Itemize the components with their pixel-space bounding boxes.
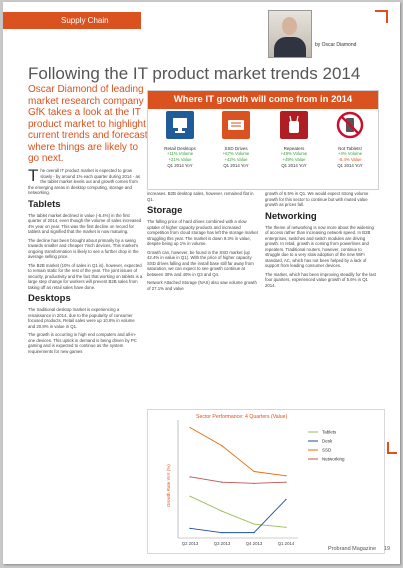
magazine-name: Probrand Magazine (328, 546, 377, 552)
data-point-tablets (285, 527, 286, 528)
x-tick-label: Q3 2013 (213, 541, 231, 546)
legend-entry: Tablets (322, 429, 337, 435)
item-label: Retail Desktops (164, 146, 196, 151)
item-period: Q1 2014 YoY (337, 163, 363, 168)
x-tick-label: Q4 2013 (245, 541, 263, 546)
series-line-networking (190, 477, 286, 483)
data-point-tablets (189, 496, 190, 497)
lead-paragraph (28, 168, 143, 196)
storage-paragraph: The falling price of hard drives combined with a slow uptake of higher capacity products and increased competition from cloud storage has left the storage market struggling this year. The market is down 9.3% in value, despite being up 1% in volume. (147, 219, 258, 246)
item-value: +21% Value (168, 156, 192, 162)
chart-title: Sector Performance: 4 Quarters (Value) (196, 414, 288, 420)
x-tick-label: Q1 2014 (277, 541, 295, 546)
legend-entry: Desk (322, 438, 333, 444)
data-point-tablets (253, 523, 254, 524)
x-tick-label: Q2 2013 (181, 541, 199, 546)
infographic-item-ssd (212, 111, 260, 168)
author-byline: by Oscar Diamond (315, 42, 357, 48)
tablets-paragraph: The B2B market (10% of sales in Q1 is), however, expected to remain static for the rest of the year. The joint issues of security, productivity and the fact that working on tablets is a large step change for workers will prevent B2B sales from taking off as retail sales have done. (28, 262, 143, 290)
networking-heading: Networking (265, 210, 317, 222)
column-3 (265, 191, 377, 291)
item-period: Q1 2014 YoY (167, 163, 193, 168)
end-of-article-mark (387, 442, 397, 454)
infographic-item-tablets (326, 111, 374, 168)
item-value: +49% Value (282, 156, 306, 162)
item-label: SSD Drives (224, 146, 248, 151)
item-value: -5.4% Value (338, 156, 362, 162)
page-title: Following the IT product market trends 2014 (28, 64, 361, 83)
page-number: 19 (384, 546, 391, 552)
tablets-paragraph: The tablet market declined in value (-5.4%) in the first quarter of 2014, even though the volume of sales increased 4% year on year. This was the first decline on record for tablets and signified that the market is now maturing. (28, 212, 142, 234)
legend-entry: SSD (322, 447, 332, 453)
item-volume: +67% Volume (222, 151, 250, 156)
magazine-page (3, 2, 400, 564)
data-point-desk (253, 532, 254, 533)
tablets-heading: Tablets (28, 198, 61, 210)
item-volume: +11% Volume (166, 151, 194, 156)
item-period: Q1 2014 YoY (223, 163, 249, 168)
y-axis-label: Growth Rate YoY (%) (166, 464, 171, 507)
item-label: Repeaters (283, 146, 305, 151)
data-point-ssd (221, 445, 222, 446)
data-point-ssd (253, 471, 254, 472)
series-line-tablets (190, 496, 286, 527)
series-line-desk (190, 499, 286, 532)
no-tablets-icon (336, 111, 364, 139)
chart-svg (148, 410, 384, 553)
storage-paragraph: Network Attached Storage (NAS) also saw volume growth of 27.1% and value (147, 280, 257, 291)
item-volume: +4% Volume (337, 151, 363, 156)
sector-performance-chart (147, 409, 385, 554)
data-point-tablets (221, 511, 222, 512)
author-head-shape (282, 17, 297, 35)
ssd-drive-icon (222, 111, 250, 139)
data-point-desk (189, 528, 190, 529)
data-point-networking (189, 476, 190, 477)
infographic-item-desktops (156, 111, 204, 168)
corner-bracket-icon (375, 10, 388, 23)
tablets-paragraph: The decline has been brought about primarily by a swing towards smaller and cheaper 7inch devices. This market's ongoing transformation is likely to see a further drop in the average selling price. (28, 237, 139, 259)
dropcap: T (28, 166, 39, 185)
author-photo (268, 10, 312, 58)
desktops-paragraph: The growth is occurring in high end computers and all-in-one devices. This uptick in demand is being driven by PC gaming and is expected to continue as the system requirements for new games (28, 332, 137, 354)
data-point-desk (285, 499, 286, 500)
lead-text: he overall IT product market is expected to grow slowly - by around 1% each quarter during 2014 - as the tablet market levels out and growth comes from the emerging areas in desktop computing, storage and networking. (28, 168, 140, 195)
data-point-ssd (285, 475, 286, 476)
column-2 (147, 191, 259, 294)
desktops-paragraph: The traditional desktop market is experiencing a renaissance in 2014, due to the popularity of consumer focused products. Retail sales were up 10.8% in volume and 20.8% in value in Q1. (28, 307, 135, 329)
intro-text: Oscar Diamond of leading market research company GfK takes a look at the IT product market to highlight current trends and forecast where things are likely to go next. (28, 84, 148, 164)
growth-infographic (147, 90, 379, 190)
series-line-ssd (190, 428, 286, 476)
author-suit-shape (274, 37, 306, 57)
item-value: +42% Value (224, 156, 248, 162)
desktop-icon (166, 111, 194, 139)
repeater-icon (280, 111, 308, 139)
data-point-networking (253, 483, 254, 484)
data-point-desk (221, 532, 222, 533)
item-volume: +49% Volume (280, 151, 308, 156)
storage-heading: Storage (147, 205, 183, 216)
legend-entry: Networking (322, 456, 345, 462)
data-point-networking (285, 482, 286, 483)
desktops-heading: Desktops (28, 293, 71, 304)
item-label: Not Tablets! (338, 146, 362, 151)
infographic-title: Where IT growth will come from in 2014 (148, 91, 378, 109)
storage-continued: growth of 6.5% in Q1. We would expect strong volume growth for this sector to continue but with muted value growth as prices fall. (265, 191, 369, 207)
column-1 (28, 168, 143, 357)
networking-paragraph: The market, which has been improving steadily for the last four quarters, experienced value growth of 5.6% in Q1 2014. (265, 271, 376, 288)
storage-paragraph: Growth can, however, be found in the SSD market (up 42.4% in value in Q1). With the price of higher capacity SSD drives falling and the install base still far away from saturation, we can expect to see growth continue at between 30% and 40% in Q3 and Q4. (147, 249, 254, 277)
data-point-ssd (189, 427, 190, 428)
item-period: Q1 2014 YoY (281, 163, 307, 168)
networking-paragraph: The theme of networking is now more about the widening of access rather than increasing network speed. In B2B enterprises, switches and switch modules are driving growth. In retail, growth is coming from powerlines and repeaters. Traditional routers, however, continue to struggle due to a very slow adoption of the new WiFi standard, AC, which has not been helped by a lack of support from leading consumer devices. (265, 224, 374, 268)
desktops-continued: increases. B2B desktop sales, however, remained flat in Q1. (147, 191, 254, 202)
data-point-networking (221, 482, 222, 483)
section-tag: Supply Chain (3, 12, 141, 29)
infographic-item-repeaters (270, 111, 318, 168)
